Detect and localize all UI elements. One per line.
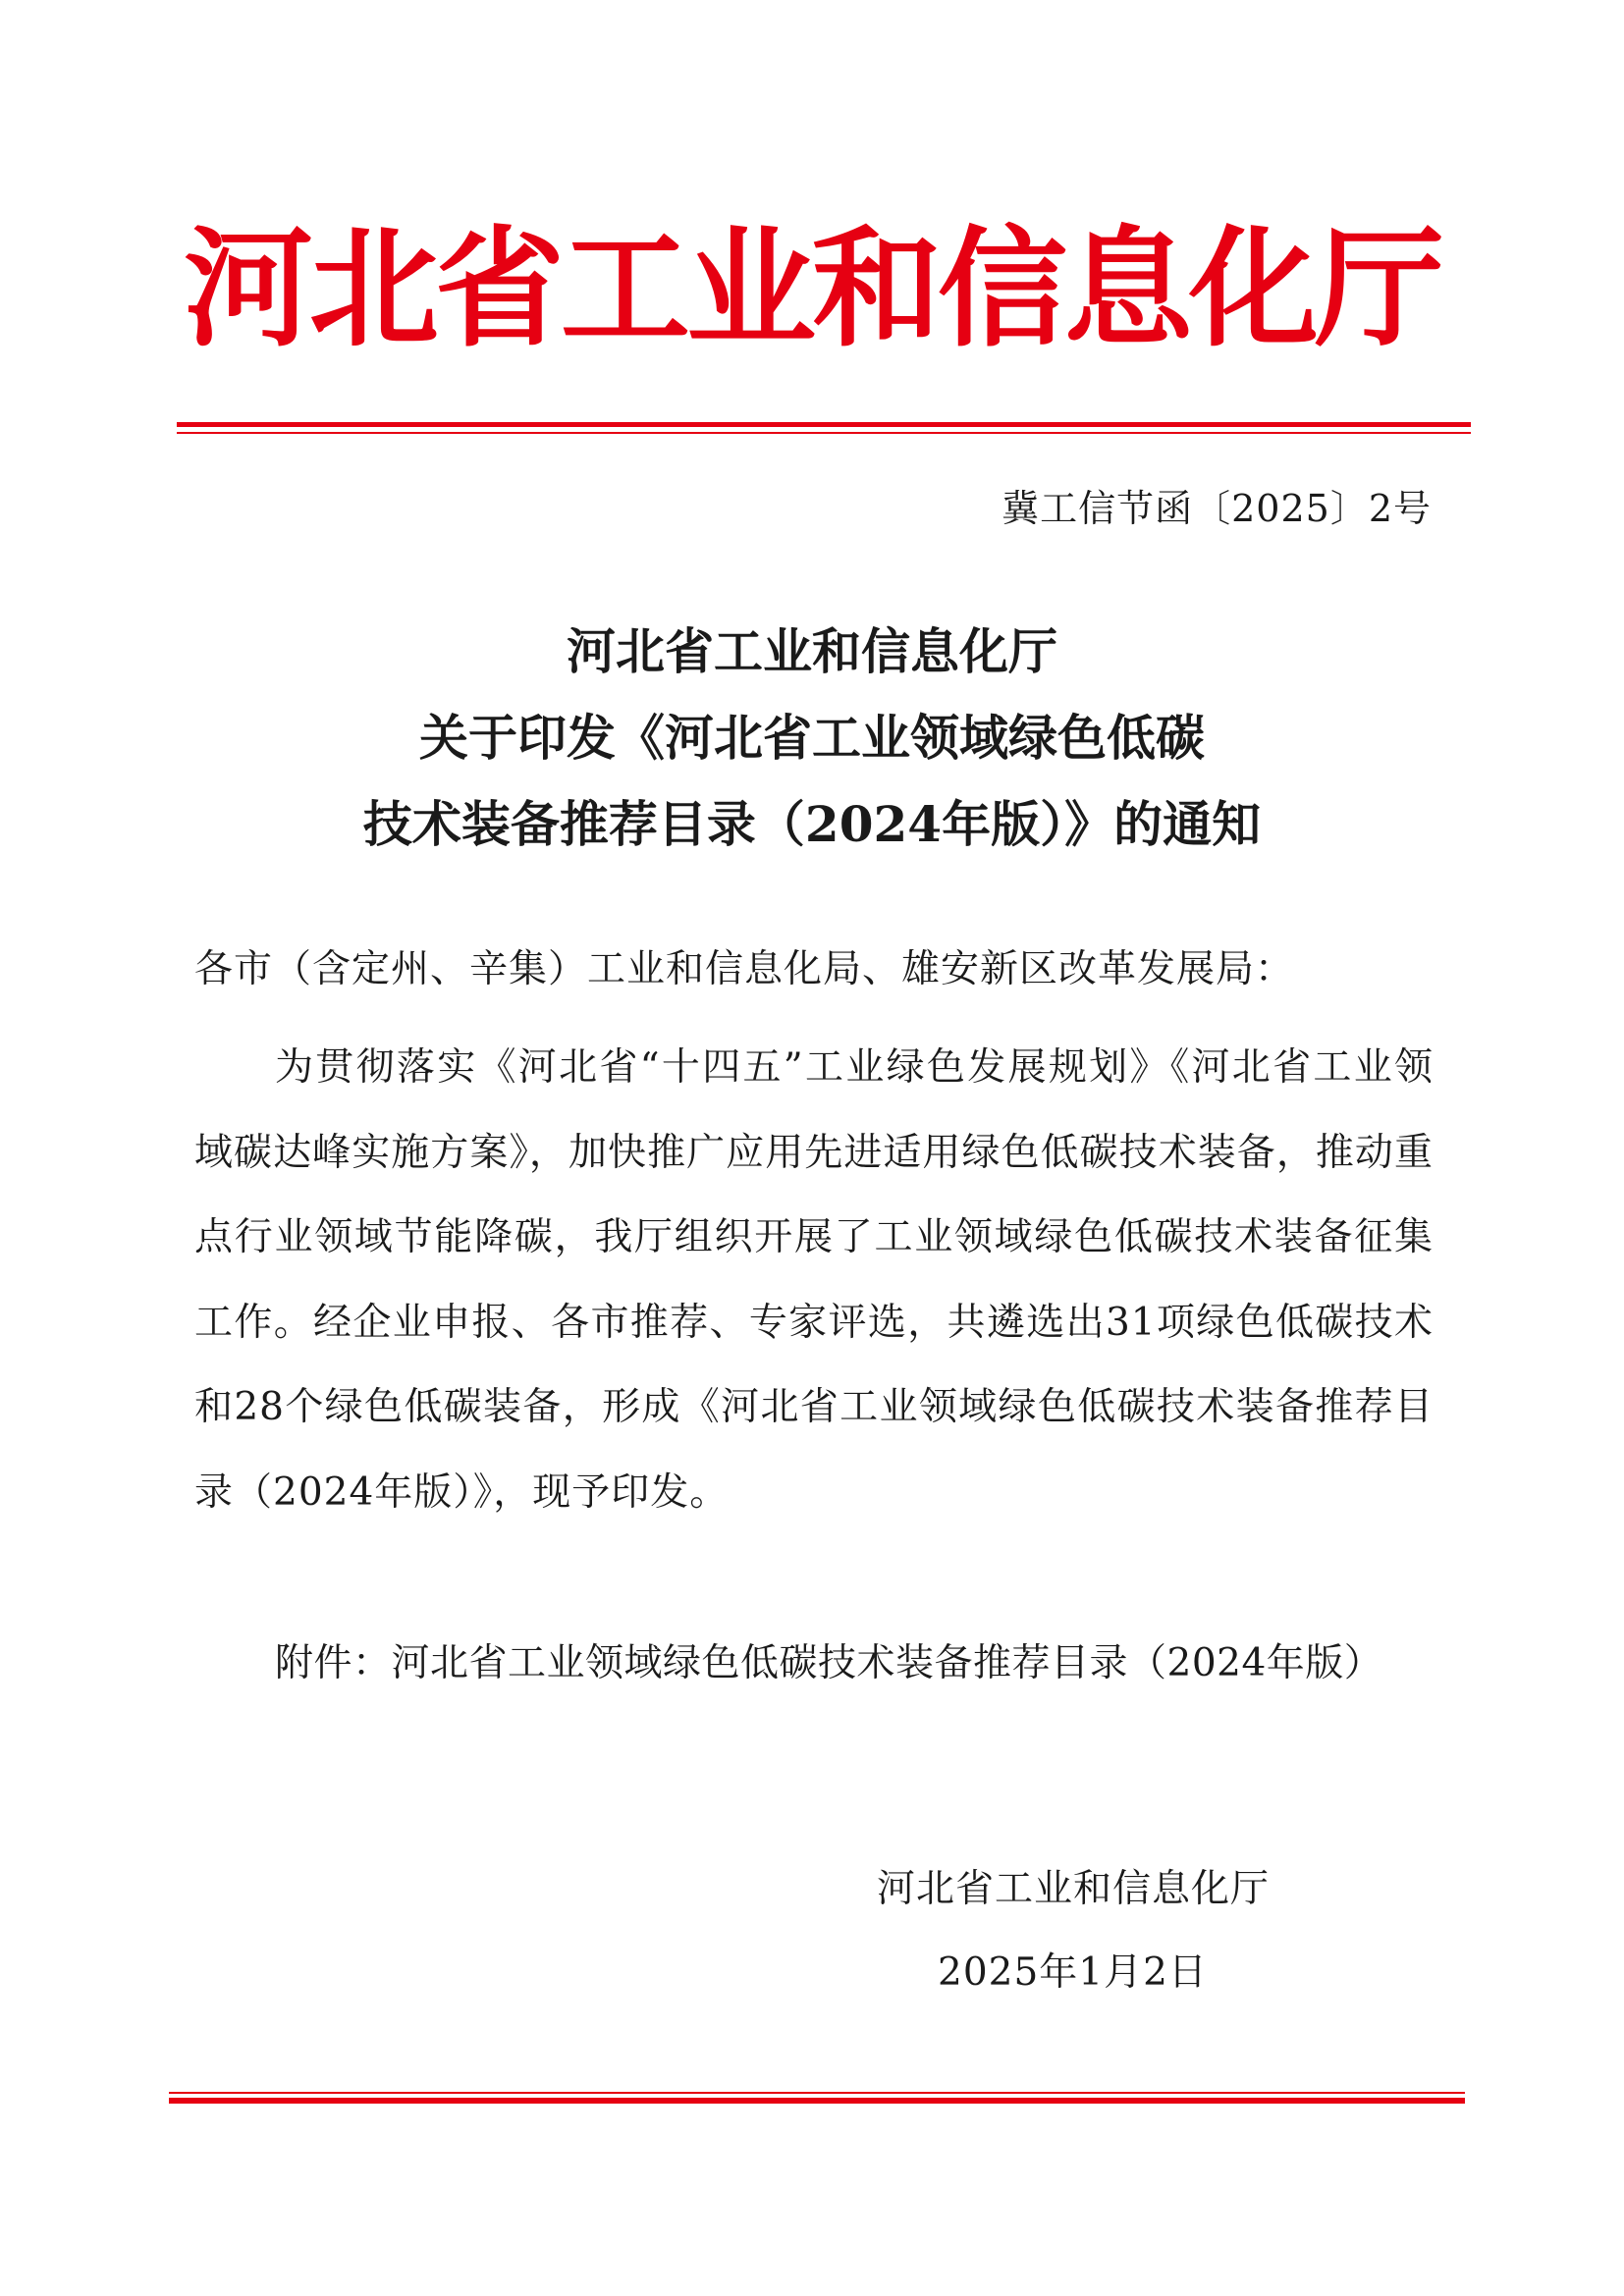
document-title-line-2: 关于印发《河北省工业领域绿色低碳 [419, 709, 1205, 767]
body-paragraph: 为贯彻落实《河北省“十四五”工业绿色发展规划》《河北省工业领域碳达峰实施方案》，加快推广应用先进适用绿色低碳技术装备，推动重点行业领域节能降碳，我厅组织开展了工业领域绿色低碳技术装备征集工作。经企业申报、各市推荐、专家评选，共遴选出31项绿色低碳技术和28个绿色低碳装备，形成《河北省工业领域绿色低碳技术装备推荐目录（2024年版）》，现予印发。 [194, 1045, 1434, 1515]
signature-issuer: 河北省工业和信息化厅 [877, 1867, 1271, 1911]
masthead-divider-thick [177, 422, 1471, 427]
masthead-agency-name: 河北省工业和信息化厅 [184, 213, 1440, 365]
document-number: 冀工信节函〔2025〕2号 [1001, 487, 1432, 530]
attachment-note: 附件：河北省工业领域绿色低碳技术装备推荐目录（2024年版） [275, 1641, 1383, 1685]
salutation: 各市（含定州、辛集）工业和信息化局、雄安新区改革发展局： [194, 947, 1295, 991]
footer-divider-thick [169, 2098, 1465, 2104]
footer-divider-thin [169, 2092, 1465, 2094]
document-title-line-1: 河北省工业和信息化厅 [567, 622, 1057, 680]
document-title-line-3: 技术装备推荐目录（2024年版）》的通知 [362, 795, 1262, 853]
signature-date: 2025年1月2日 [938, 1950, 1208, 1995]
document-title [0, 609, 1624, 868]
masthead-divider-thin [177, 432, 1471, 434]
